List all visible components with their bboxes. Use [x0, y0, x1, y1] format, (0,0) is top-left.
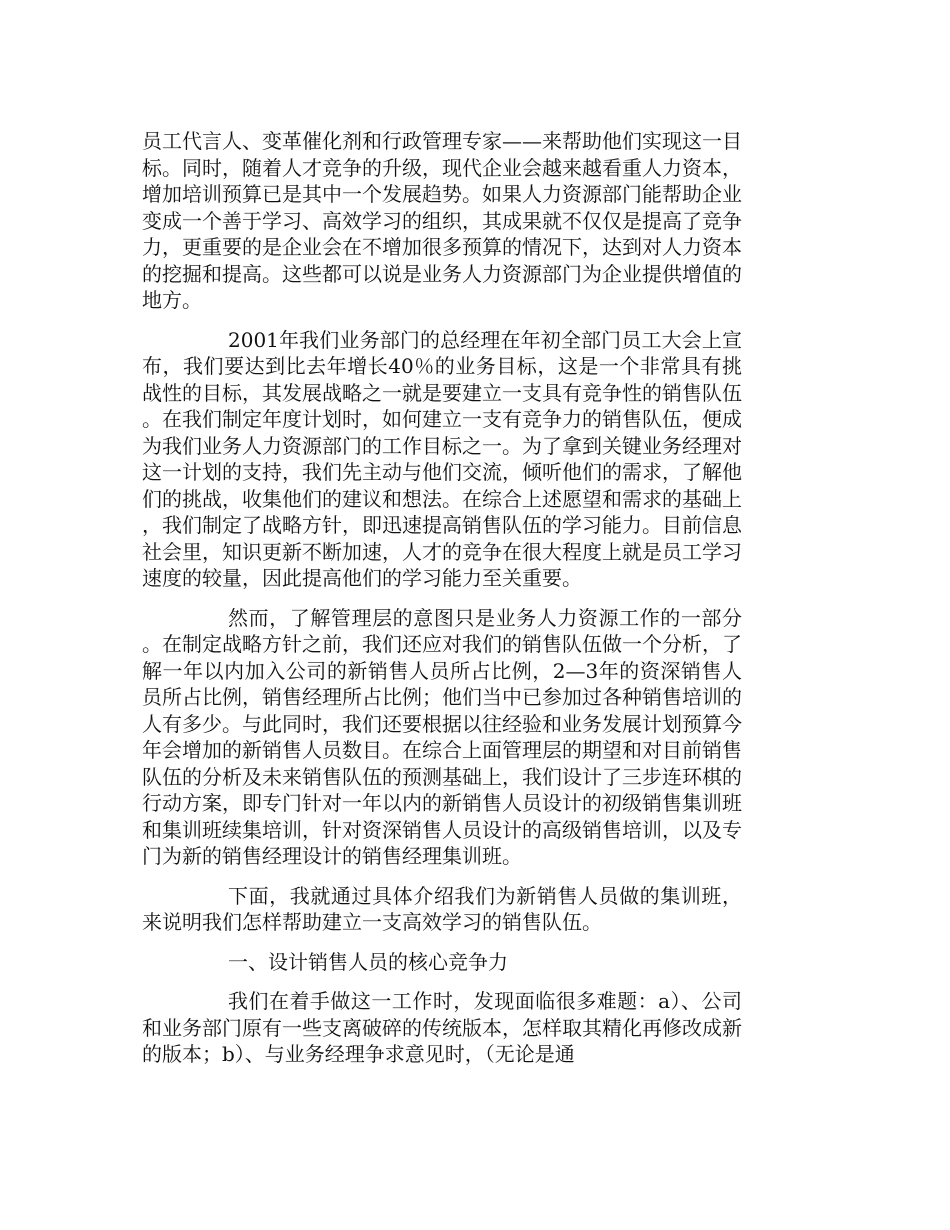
paragraph-1: 员工代言人、变革催化剂和行政管理专家——来帮助他们实现这一目标。同时，随着人才竞争的升级，现代企业会越来越看重人力资本，增加培训预算已是其中一个发展趋势。如果人力资源部门能帮助企业变成一个善于学习、高效学习的组织，其成果就不仅仅是提高了竞争力，更重要的是企业会在不增加很多预算的情况下，达到对人力资本的挖掘和提高。这些都可以说是业务人力资源部门为企业提供增值的地方。	[142, 129, 742, 312]
paragraph-2: 2001年我们业务部门的总经理在年初全部门员工大会上宣布，我们要达到比去年增长40％的业务目标，这是一个非常具有挑战性的目标，其发展战略之一就是要建立一支具有竞争性的销售队伍。在我们制定年度计划时，如何建立一支有竞争力的销售队伍，便成为我们业务人力资源部门的工作目标之一。为了拿到关键业务经理对这一计划的支持，我们先主动与他们交流，倾听他们的需求，了解他们的挑战，收集他们的建议和想法。在综合上述愿望和需求的基础上，我们制定了战略方针，即迅速提高销售队伍的学习能力。目前信息社会里，知识更新不断加速，人才的竞争在很大程度上就是员工学习速度的较量，因此提高他们的学习能力至关重要。	[142, 327, 742, 590]
document-page	[142, 128, 742, 1081]
paragraph-4: 下面，我就通过具体介绍我们为新销售人员做的集训班，来说明我们怎样帮助建立一支高效学习的销售队伍。	[142, 883, 742, 934]
section-heading: 一、设计销售人员的核心竞争力	[228, 949, 508, 974]
paragraph-5: 我们在着手做这一工作时，发现面临很多难题：a）、公司和业务部门原有一些支离破碎的传统版本，怎样取其精化再修改成新的版本；b）、与业务经理争求意见时，（无论是通	[142, 989, 742, 1066]
paragraph-3: 然而，了解管理层的意图只是业务人力资源工作的一部分。在制定战略方针之前，我们还应对我们的销售队伍做一个分析，了解一年以内加入公司的新销售人员所占比例，2—3年的资深销售人员所占比例，销售经理所占比例；他们当中已参加过各种销售培训的人有多少。与此同时，我们还要根据以往经验和业务发展计划预算今年会增加的新销售人员数目。在综合上面管理层的期望和对目前销售队伍的分析及未来销售队伍的预测基础上，我们设计了三步连环棋的行动方案，即专门针对一年以内的新销售人员设计的初级销售集训班和集训班续集培训，针对资深销售人员设计的高级销售培训，以及专门为新的销售经理设计的销售经理集训班。	[142, 605, 742, 868]
